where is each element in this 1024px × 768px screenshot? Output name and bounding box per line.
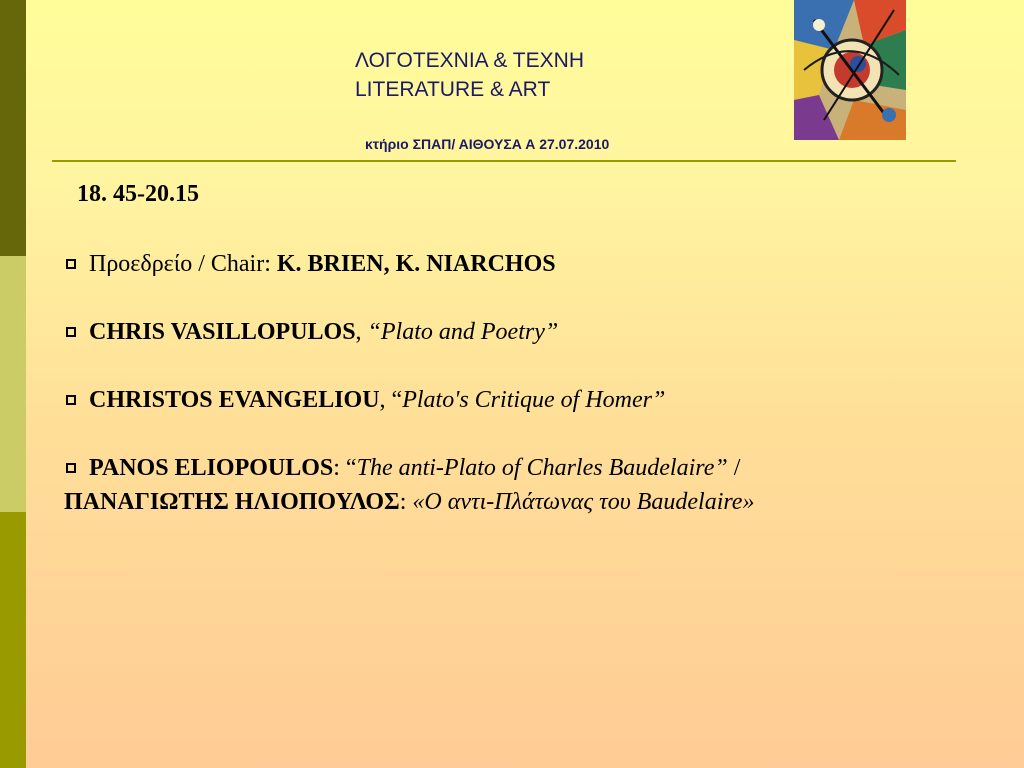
list-item-talk — [64, 316, 558, 349]
speaker-name: CHRIS VASILLOPULOS — [89, 319, 356, 345]
list-item-talk-greek — [64, 486, 754, 519]
left-accent-bar-top — [0, 0, 26, 256]
square-bullet-icon — [66, 395, 76, 405]
speaker-name: PANOS ELIOPOULOS — [89, 455, 334, 481]
header-divider — [52, 160, 956, 162]
talk-title: The anti-Plato of Charles Baudelaire” — [356, 455, 728, 481]
list-item-talk — [64, 384, 665, 417]
chair-prefix: Προεδρείο / Chair: — [89, 251, 277, 277]
talk-title: “Plato and Poetry” — [367, 319, 559, 345]
list-item-talk — [64, 452, 740, 485]
title-greek: ΛΟΓΟΤΕΧΝΙΑ & ΤΕΧΝΗ — [355, 49, 584, 72]
speaker-name: CHRISTOS EVANGELIOU — [89, 387, 380, 413]
speaker-name-greek: ΠΑΝΑΓΙΩΤΗΣ ΗΛΙΟΠΟΥΛΟΣ — [64, 489, 400, 515]
list-item-chair — [64, 248, 556, 281]
separator: , “ — [379, 387, 403, 413]
slash-separator: / — [727, 455, 741, 481]
venue-date-subtitle: κτήριο ΣΠΑΠ/ ΑΙΘΟΥΣΑ Α 27.07.2010 — [365, 136, 610, 152]
square-bullet-icon — [66, 327, 76, 337]
separator: , — [355, 319, 368, 345]
square-bullet-icon — [66, 463, 76, 473]
title-english: LITERATURE & ART — [355, 78, 551, 101]
separator-greek: : — [399, 489, 413, 515]
square-bullet-icon — [66, 259, 76, 269]
talk-title: Plato's Critique of Homer” — [402, 387, 666, 413]
left-accent-bar-bottom — [0, 512, 26, 768]
slide-title — [355, 46, 584, 104]
separator: : “ — [333, 455, 357, 481]
chair-names: K. BRIEN, K. NIARCHOS — [276, 251, 556, 277]
left-accent-bar-middle — [0, 256, 26, 512]
abstract-painting-image — [794, 0, 906, 140]
session-time: 18. 45-20.15 — [77, 181, 199, 207]
talk-title-greek: «Ο αντι-Πλάτωνας του Baudelaire» — [412, 489, 755, 515]
